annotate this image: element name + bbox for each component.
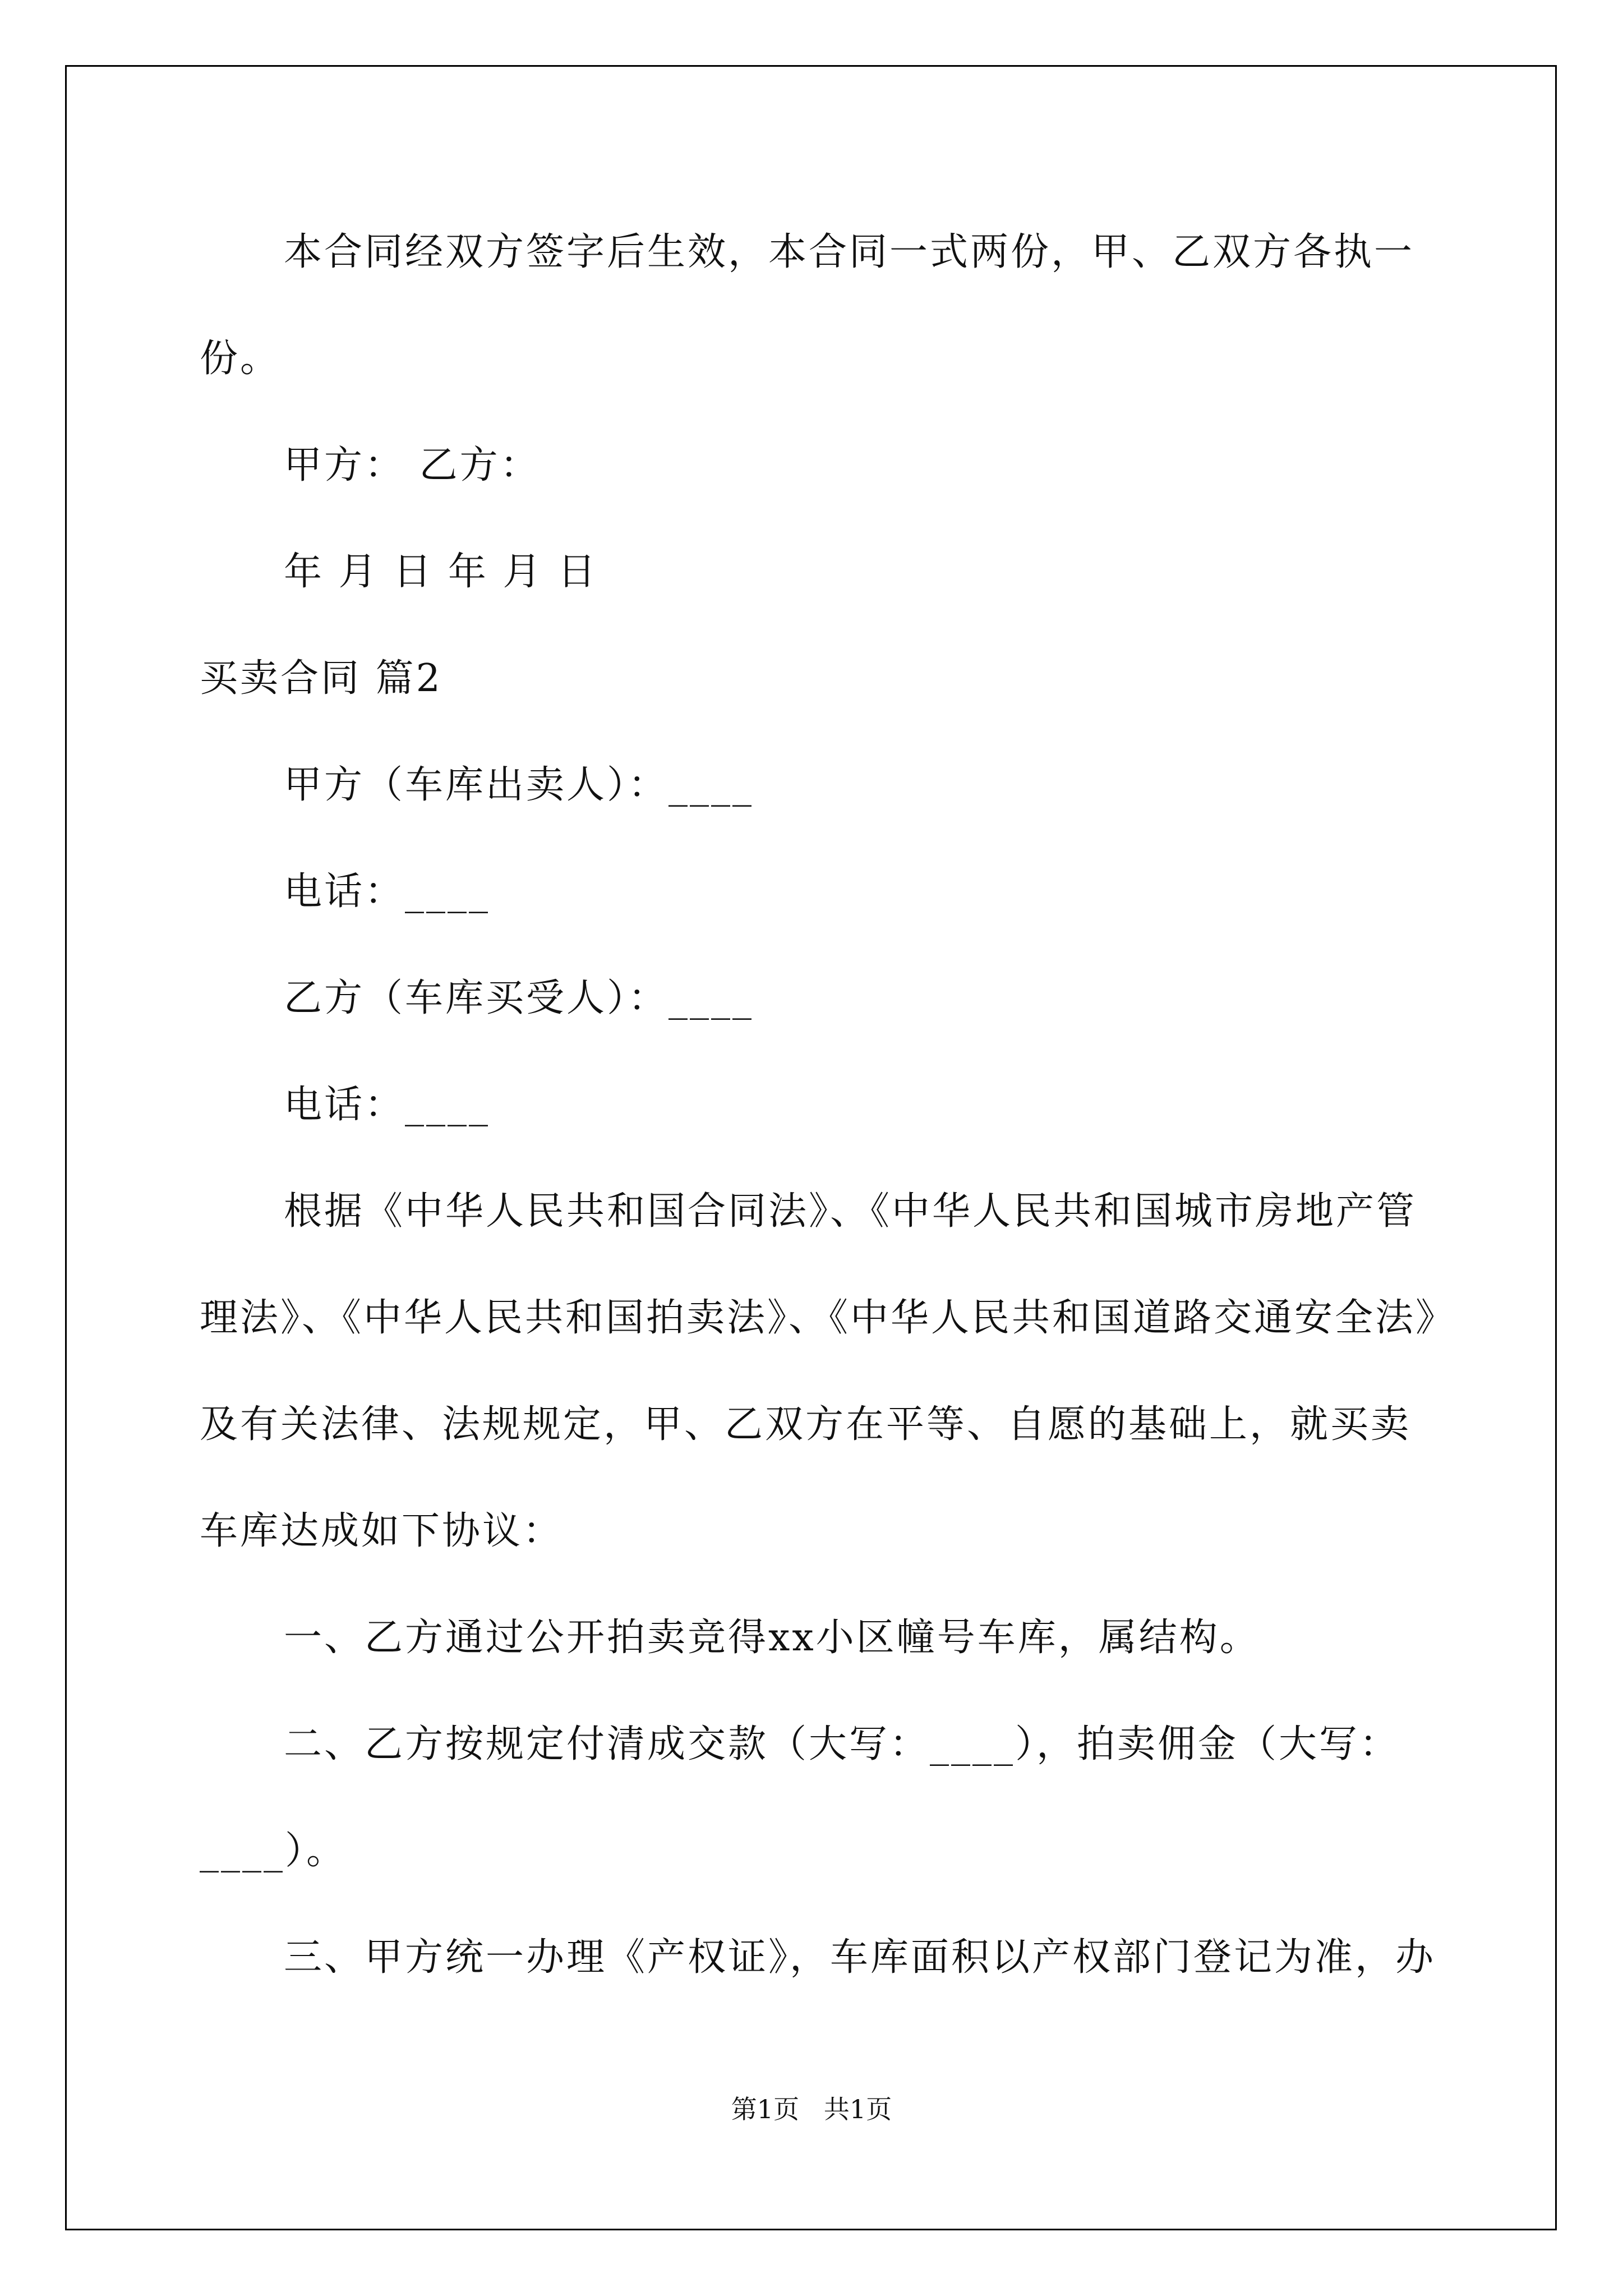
party-b-phone-line: 电话：____ xyxy=(284,1083,491,1127)
signature-date-line: 年 月 日 年 月 日 xyxy=(284,550,598,594)
paragraph-line-1: 本合同经双方签字后生效，本合同一式两份，甲、乙双方各执一 xyxy=(284,230,1415,274)
signature-parties-line: 甲方： 乙方： xyxy=(284,443,541,487)
clause-2-line-2: ____）。 xyxy=(200,1829,347,1873)
clause-3-line-1: 三、甲方统一办理《产权证》，车库面积以产权部门登记为准，办 xyxy=(284,1935,1436,1980)
section-heading: 买卖合同 篇2 xyxy=(200,656,442,701)
paragraph-line-2: 份。 xyxy=(200,337,281,381)
party-b-line: 乙方（车库买受人）：____ xyxy=(284,976,754,1020)
legal-basis-line-3: 及有关法律、法规规定，甲、乙双方在平等、自愿的基础上，就买卖 xyxy=(200,1402,1412,1447)
page-border xyxy=(65,65,1557,2230)
party-a-phone-line: 电话：____ xyxy=(284,869,491,914)
page-footer: 第1页 共1页 xyxy=(731,2094,892,2124)
clause-1-line: 一、乙方通过公开拍卖竞得xx小区幢号车库，属结构。 xyxy=(284,1616,1260,1660)
legal-basis-line-2: 理法》、《中华人民共和国拍卖法》、《中华人民共和国道路交通安全法》 xyxy=(200,1296,1456,1340)
clause-2-line-1: 二、乙方按规定付清成交款（大写：____），拍卖佣金（大写： xyxy=(284,1722,1400,1766)
legal-basis-line-1: 根据《中华人民共和国合同法》、《中华人民共和国城市房地产管 xyxy=(284,1189,1417,1234)
legal-basis-line-4: 车库达成如下协议： xyxy=(200,1509,564,1553)
party-a-line: 甲方（车库出卖人）：____ xyxy=(284,763,754,807)
